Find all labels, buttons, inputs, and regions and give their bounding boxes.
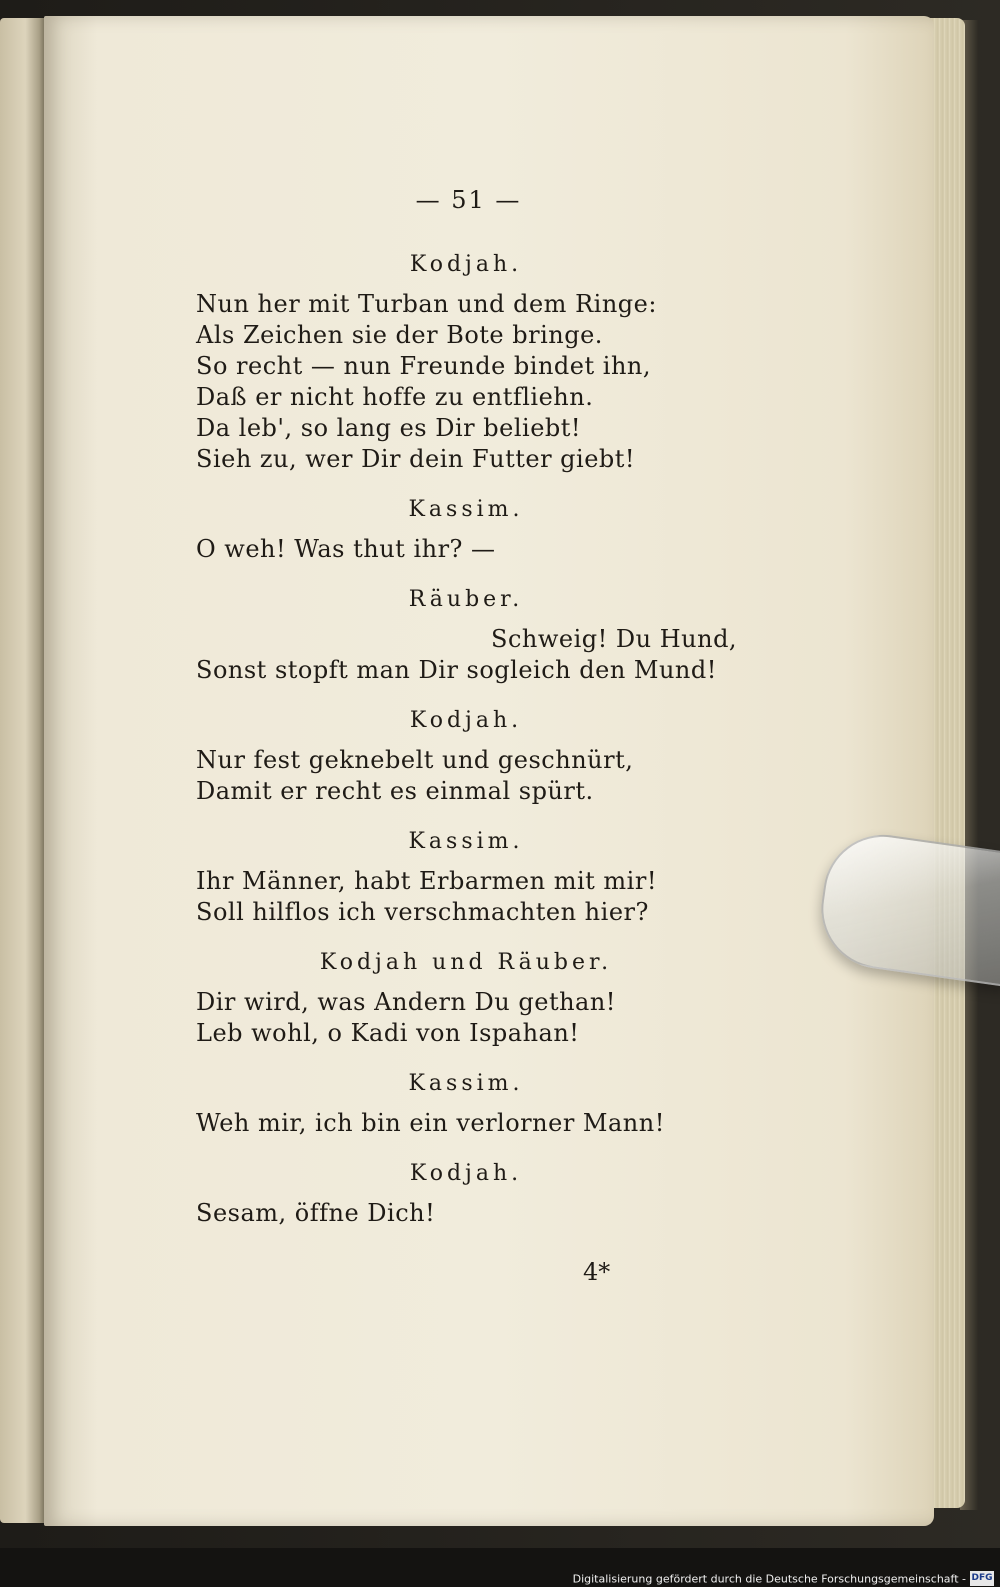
speaker-heading: Kodjah. bbox=[409, 252, 523, 277]
verse-block bbox=[196, 987, 756, 1049]
verse-line: Daß er nicht hoffe zu entfliehn. bbox=[196, 383, 594, 411]
left-page-edge bbox=[0, 18, 46, 1523]
speaker-heading: Kodjah und Räuber. bbox=[319, 950, 613, 975]
speaker-heading: Räuber. bbox=[408, 587, 524, 612]
verse-line: Sonst stopft man Dir sogleich den Mund! bbox=[196, 656, 717, 684]
verse-line: Schweig! Du Hund, bbox=[491, 625, 738, 653]
verse-line: Damit er recht es einmal spürt. bbox=[196, 777, 594, 805]
verse-line: O weh! Was thut ihr? — bbox=[196, 535, 496, 563]
verse-block bbox=[196, 1108, 756, 1139]
verse-line: Sieh zu, wer Dir dein Futter giebt! bbox=[196, 445, 636, 473]
speaker-heading: Kassim. bbox=[408, 497, 524, 522]
verse-line: Ihr Männer, habt Erbarmen mit mir! bbox=[196, 867, 657, 895]
verse-block bbox=[196, 624, 756, 686]
verse-line: Nun her mit Turban und dem Ringe: bbox=[196, 290, 657, 318]
verse-block bbox=[196, 534, 756, 565]
verse-line: Dir wird, was Andern Du gethan! bbox=[196, 988, 616, 1016]
signature-mark: 4* bbox=[583, 1258, 611, 1286]
footer-credit: Digitalisierung gefördert durch die Deutsche Forschungsgemeinschaft - bbox=[572, 1572, 966, 1586]
page-number: — 51 — bbox=[415, 186, 522, 214]
verse-line: Sesam, öffne Dich! bbox=[196, 1199, 436, 1227]
verse-line: Nur fest geknebelt und geschnürt, bbox=[196, 746, 634, 774]
page-text bbox=[196, 186, 756, 1251]
verse-line: So recht — nun Freunde bindet ihn, bbox=[196, 352, 651, 380]
verse-line: Als Zeichen sie der Bote bringe. bbox=[196, 321, 603, 349]
verse-block bbox=[196, 289, 756, 475]
speaker-heading: Kassim. bbox=[408, 1071, 524, 1096]
verse-block bbox=[196, 745, 756, 807]
verse-block bbox=[196, 866, 756, 928]
verse-line: Weh mir, ich bin ein verlorner Mann! bbox=[196, 1109, 665, 1137]
verse-line: Da leb', so lang es Dir beliebt! bbox=[196, 414, 582, 442]
speaker-heading: Kodjah. bbox=[409, 708, 523, 733]
verse-line: Leb wohl, o Kadi von Ispahan! bbox=[196, 1019, 580, 1047]
verse-line: Soll hilflos ich verschmachten hier? bbox=[196, 898, 649, 926]
speaker-heading: Kodjah. bbox=[409, 1161, 523, 1186]
speaker-heading: Kassim. bbox=[408, 829, 524, 854]
verse-block bbox=[196, 1198, 756, 1229]
dfg-logo: DFG bbox=[970, 1571, 994, 1586]
